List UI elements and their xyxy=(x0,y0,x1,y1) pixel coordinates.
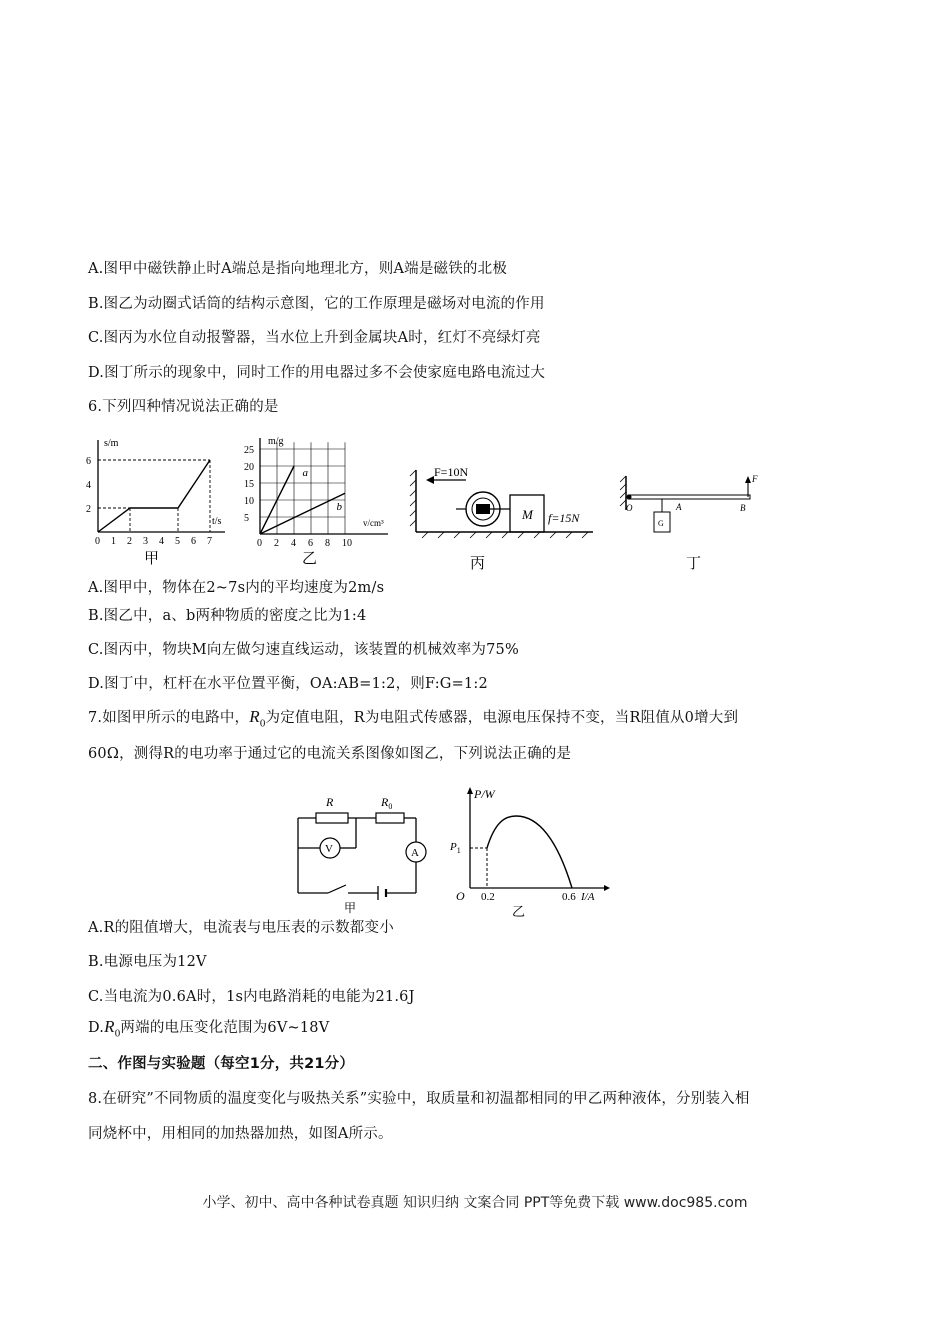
pulley-diagram xyxy=(408,462,608,572)
x-tick-label: 3 xyxy=(143,536,148,547)
r0-letter: R xyxy=(249,707,260,726)
x-tick-label: 0 xyxy=(257,538,262,549)
y-axis-label: P/W xyxy=(474,787,495,801)
q8-line2: 同烧杯中，用相同的加热器加热，如图A所示。 xyxy=(88,1126,393,1142)
q6-option-d: D.图丁中，杠杆在水平位置平衡，OA:AB=1:2，则F:G=1:2 xyxy=(88,676,488,692)
circuit-diagram xyxy=(270,788,440,916)
force-label: F=10N xyxy=(434,465,469,479)
y-arrow-icon xyxy=(467,787,473,794)
wires xyxy=(298,818,416,893)
q6-option-a: A.图甲中，物体在2~7s内的平均速度为2m/s xyxy=(88,580,385,596)
r0-subscript: 0 xyxy=(259,717,266,730)
x-tick-label: 10 xyxy=(342,538,352,549)
origin-label: O xyxy=(456,889,465,903)
x-arrow-icon xyxy=(604,885,610,891)
floor-hatch xyxy=(422,532,588,538)
pi-graph xyxy=(450,782,620,920)
x-tick-0-2: 0.2 xyxy=(481,891,495,903)
lever-diagram xyxy=(618,470,778,572)
figure-bing xyxy=(408,462,608,572)
x-tick-0-6: 0.6 xyxy=(562,891,576,903)
q7-option-b: B.电源电压为12V xyxy=(88,954,207,970)
label-a: A xyxy=(676,502,682,512)
mv-graph xyxy=(238,432,398,572)
wall-hatch xyxy=(620,476,626,506)
figure-ding xyxy=(618,470,778,572)
x-axis-label: t/s xyxy=(212,516,222,527)
q7-option-d-text: 两端的电压变化范围为6V~18V xyxy=(120,1020,330,1036)
y-tick-label: 4 xyxy=(86,480,91,491)
figure-caption: 丙 xyxy=(470,556,486,572)
series-line-b xyxy=(260,493,345,534)
label-r: R xyxy=(326,795,334,809)
y-tick-label: 6 xyxy=(86,456,91,467)
figure-caption: 甲 xyxy=(144,551,160,567)
q5-option-c: C.图丙为水位自动报警器，当水位上升到金属块A时，红灯不亮绿灯亮 xyxy=(88,330,541,346)
figure-caption: 乙 xyxy=(302,551,318,567)
label-o: O xyxy=(626,503,633,513)
x-tick-label: 2 xyxy=(274,538,279,549)
resistor-r0 xyxy=(376,813,404,823)
x-tick-label: 5 xyxy=(175,536,180,547)
y-tick-label: 25 xyxy=(244,445,254,456)
label-f: F xyxy=(752,474,758,484)
x-tick-label: 4 xyxy=(159,536,164,547)
x-tick-label: 6 xyxy=(308,538,313,549)
pivot-icon xyxy=(627,495,632,500)
figure-caption: 乙 xyxy=(512,904,526,919)
friction-label: f=15N xyxy=(548,511,580,525)
q6-option-b: B.图乙中，a、b两种物质的密度之比为1:4 xyxy=(88,608,367,624)
wall-hatch xyxy=(410,470,416,526)
y-axis-label: m/g xyxy=(268,436,284,447)
r0-letter: R xyxy=(104,1017,115,1036)
y-axis-label: s/m xyxy=(104,438,119,449)
figure-caption: 丁 xyxy=(686,556,702,572)
section-heading: 二、作图与实验题（每空1分，共21分） xyxy=(88,1056,355,1072)
y-tick-label: 20 xyxy=(244,462,254,473)
block-label: M xyxy=(522,507,533,522)
pulley-axle-icon xyxy=(476,504,490,514)
q5-option-b: B.图乙为动圈式话筒的结构示意图，它的工作原理是磁场对电流的作用 xyxy=(88,296,545,312)
x-tick-label: 7 xyxy=(207,536,212,547)
y-tick-label: 2 xyxy=(86,504,91,515)
r0-symbol xyxy=(249,707,266,730)
figure-jia xyxy=(80,432,240,572)
p1-label: $P_1$ xyxy=(450,841,461,855)
y-tick-label: 5 xyxy=(244,513,249,524)
x-tick-label: 0 xyxy=(95,536,100,547)
x-tick-label: 6 xyxy=(191,536,196,547)
figure-yi xyxy=(238,432,398,572)
series-label-a: a xyxy=(302,467,308,480)
ammeter-label: A xyxy=(411,847,419,859)
x-tick-label: 1 xyxy=(111,536,116,547)
q7-stem-pre: 7.如图甲所示的电路中， xyxy=(88,710,250,726)
q7-option-c: C.当电流为0.6A时，1s内电路消耗的电能为21.6J xyxy=(88,989,415,1005)
q6-option-c: C.图丙中，物块M向左做匀速直线运动，该装置的机械效率为75% xyxy=(88,642,519,658)
label-b: B xyxy=(740,503,746,513)
footer: 小学、初中、高中各种试卷真题 知识归纳 文案合同 PPT等免费下载 www.doc985.com xyxy=(202,1195,748,1211)
series-label-b: b xyxy=(336,501,342,514)
figure-pi-graph xyxy=(450,782,620,920)
q7-option-a: A.R的阻值增大，电流表与电压表的示数都变小 xyxy=(88,920,394,936)
switch-icon xyxy=(328,885,346,893)
q7-option-d-prefix: D. xyxy=(88,1020,105,1036)
y-tick-label: 10 xyxy=(244,496,254,507)
resistor-r xyxy=(316,813,348,823)
arrowhead-icon xyxy=(426,476,434,484)
q8-line1: 8.在研究”不同物质的温度变化与吸热关系”实验中，取质量和初温都相同的甲乙两种液体，分别装入相 xyxy=(88,1091,750,1107)
q7-stem xyxy=(88,706,738,729)
lever-bar xyxy=(628,495,750,499)
x-axis-label: I/A xyxy=(581,891,595,903)
st-graph xyxy=(80,432,240,572)
label-g: G xyxy=(658,519,664,528)
q7-stem-post: 为定值电阻，R为电阻式传感器，电源电压保持不变，当R阻值从0增大到 xyxy=(265,710,739,726)
q5-option-a: A.图甲中磁铁静止时A端总是指向地理北方，则A端是磁铁的北极 xyxy=(88,261,508,277)
q5-option-d: D.图丁所示的现象中，同时工作的用电器过多不会使家庭电路电流过大 xyxy=(88,365,546,381)
q6-stem: 6.下列四种情况说法正确的是 xyxy=(88,399,279,415)
arrowhead-icon xyxy=(745,476,751,483)
figure-caption: 甲 xyxy=(344,901,357,915)
voltmeter-label: V xyxy=(325,843,333,855)
x-tick-label: 2 xyxy=(127,536,132,547)
power-curve xyxy=(487,816,572,888)
x-axis-label: v/cm³ xyxy=(363,518,384,528)
r0-subscript: 0 xyxy=(114,1027,121,1040)
q7-option-d xyxy=(88,1016,329,1039)
figure-circuit xyxy=(270,788,440,916)
label-r0: $R_0$ xyxy=(381,795,393,811)
data-line xyxy=(98,460,210,532)
q7-stem-line2: 60Ω，测得R的电功率于通过它的电流关系图像如图乙，下列说法正确的是 xyxy=(88,746,572,762)
y-tick-label: 15 xyxy=(244,479,254,490)
x-tick-label: 4 xyxy=(291,538,296,549)
x-tick-label: 8 xyxy=(325,538,330,549)
r0-symbol xyxy=(104,1017,121,1040)
